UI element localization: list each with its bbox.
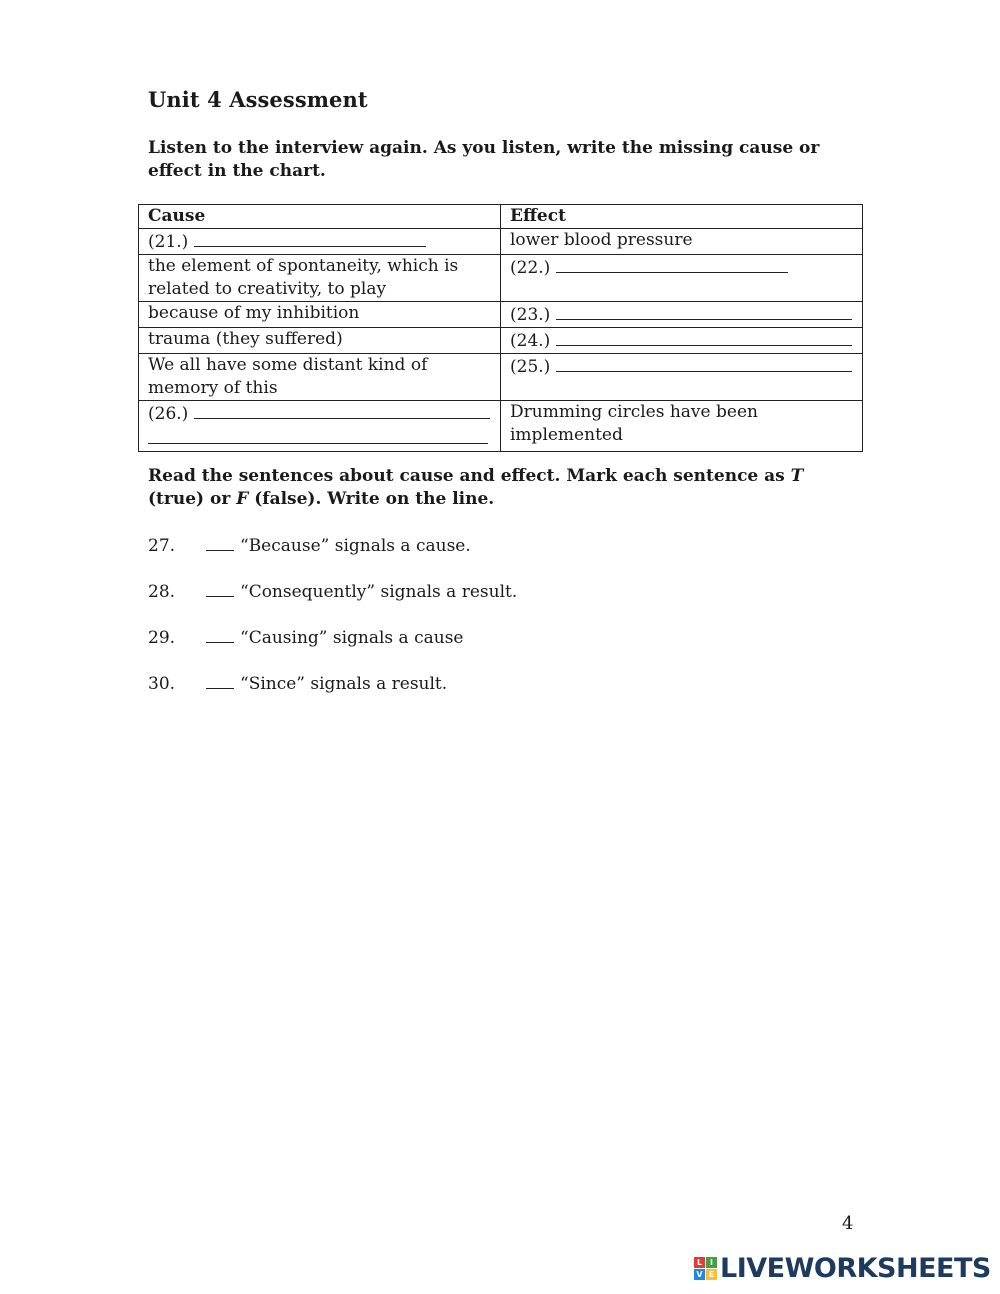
- answer-blank[interactable]: [556, 255, 788, 273]
- page-title: Unit 4 Assessment: [148, 87, 368, 112]
- instruction-false-letter: F: [236, 489, 249, 509]
- question-number: 27.: [148, 536, 176, 556]
- answer-blank[interactable]: [194, 229, 426, 247]
- question-item: [148, 580, 517, 604]
- table-row: [139, 401, 863, 452]
- effect-cell[interactable]: [501, 328, 863, 354]
- table-row: [139, 302, 863, 328]
- answer-blank[interactable]: [556, 328, 852, 346]
- logo-tile: E: [706, 1269, 717, 1280]
- table-row: [139, 255, 863, 302]
- question-number: 29.: [148, 628, 176, 648]
- cause-cell: trauma (they suffered): [139, 328, 501, 354]
- logo-tile: I: [706, 1257, 717, 1268]
- question-item: [148, 672, 447, 696]
- question-text: “Because” signals a cause.: [240, 536, 471, 556]
- question-number: 30.: [148, 674, 176, 694]
- page-number: 4: [842, 1213, 854, 1234]
- answer-blank[interactable]: [206, 626, 234, 643]
- item-number: (25.): [510, 357, 551, 377]
- table-row: [139, 229, 863, 255]
- cause-cell[interactable]: [139, 401, 501, 452]
- question-text: “Consequently” signals a result.: [240, 582, 518, 602]
- header-effect: Effect: [501, 205, 863, 229]
- question-item: [148, 534, 471, 558]
- effect-cell: lower blood pressure: [501, 229, 863, 255]
- answer-blank[interactable]: [206, 672, 234, 689]
- liveworksheets-logo[interactable]: [694, 1253, 991, 1283]
- logo-tiles-icon: [694, 1257, 717, 1280]
- table-row: [139, 328, 863, 354]
- answer-blank[interactable]: [556, 302, 852, 320]
- instruction-text: (false). Write on the line.: [248, 489, 495, 509]
- question-item: [148, 626, 464, 650]
- item-number: (21.): [148, 232, 189, 252]
- answer-blank[interactable]: [206, 534, 234, 551]
- item-number: (22.): [510, 258, 551, 278]
- table-header-row: [139, 205, 863, 229]
- cause-effect-table: [138, 204, 863, 452]
- header-cause: Cause: [139, 205, 501, 229]
- logo-tile: L: [694, 1257, 705, 1268]
- instruction-true-letter: T: [790, 466, 804, 486]
- brand-name: LIVEWORKSHEETS: [720, 1252, 991, 1284]
- question-number: 28.: [148, 582, 176, 602]
- item-number: (26.): [148, 404, 189, 424]
- instruction-chart: Listen to the interview again. As you listen, write the missing cause or effect in the chart.: [148, 138, 820, 181]
- table-row: [139, 354, 863, 401]
- cause-cell: because of my inhibition: [139, 302, 501, 328]
- effect-cell[interactable]: [501, 302, 863, 328]
- cause-cell: the element of spontaneity, which is related to creativity, to play: [139, 255, 501, 302]
- effect-cell: Drumming circles have been implemented: [501, 401, 863, 452]
- effect-cell[interactable]: [501, 354, 863, 401]
- answer-blank[interactable]: [148, 426, 488, 444]
- cause-cell: We all have some distant kind of memory of this: [139, 354, 501, 401]
- effect-cell[interactable]: [501, 255, 863, 302]
- question-text: “Causing” signals a cause: [240, 628, 464, 648]
- question-text: “Since” signals a result.: [240, 674, 448, 694]
- instruction-text: (true) or: [148, 489, 237, 509]
- answer-blank[interactable]: [206, 580, 234, 597]
- item-number: (24.): [510, 331, 551, 351]
- instruction-true-false: [148, 465, 860, 511]
- logo-tile: V: [694, 1269, 705, 1280]
- cause-cell[interactable]: [139, 229, 501, 255]
- item-number: (23.): [510, 305, 551, 325]
- answer-blank[interactable]: [194, 401, 490, 419]
- answer-blank[interactable]: [556, 354, 852, 372]
- instruction-text: Read the sentences about cause and effect. Mark each sentence as: [148, 466, 791, 486]
